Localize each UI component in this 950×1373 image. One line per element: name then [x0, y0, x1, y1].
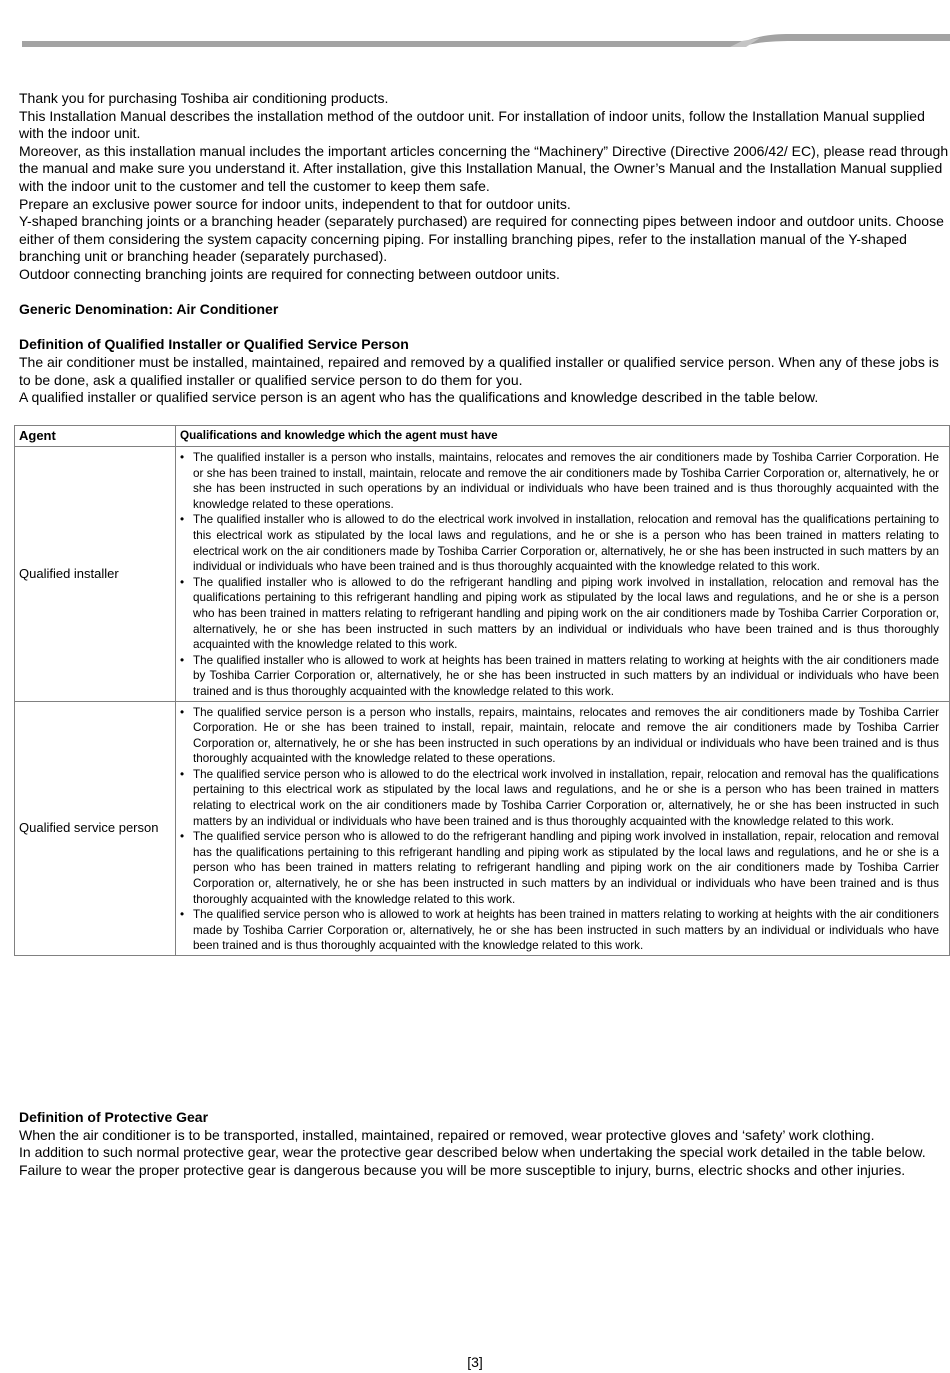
qualifications-column-header: Qualifications and knowledge which the agent must have: [176, 426, 950, 447]
table-header-row: [15, 426, 950, 447]
list-item: • The qualified service person who is allowed to do the electrical work involved in installation, repair, relocation and removal has the qualifications pertaining to this electrical work as stipulated by the local laws and regulations, and he or she is a person who has been trained in matters relating to electrical work on the air conditioners made by Toshiba Carrier Corporation or, alternatively, he or she has been instructed in such matters by an individual or individuals who have been trained and is thus thoroughly acquainted with the knowledge related to this work.: [180, 767, 939, 829]
generic-denomination: Generic Denomination: Air Conditioner: [19, 301, 279, 318]
list-item: • The qualified service person who is allowed to work at heights has been trained in matters relating to working at heights with the air conditioners made by Toshiba Carrier Corporation or, alternatively, he or she has been instructed in such matters by an individual or individuals who have been trained and is thus thoroughly acquainted with the knowledge related to this work.: [180, 907, 939, 954]
intro-paragraph: Moreover, as this installation manual includes the important articles concerning the “Machinery” Directive (Directive 2006/42/ EC), please read through the manual and make sure you understand it. After installation, give this Installation Manual, the Owner’s Manual and the Installation Manual supplied with the indoor unit to the customer and tell the customer to keep them safe.: [19, 142, 949, 194]
header-bar-main: [22, 41, 742, 47]
intro-paragraph: Thank you for purchasing Toshiba air conditioning products.: [19, 90, 389, 106]
qualifications-cell: [176, 701, 950, 956]
intro-paragraph: Outdoor connecting branching joints are required for connecting between outdoor units.: [19, 265, 560, 282]
protective-gear-paragraph: Failure to wear the proper protective gear is dangerous because you will be more susceptible to injury, burns, electric shocks and other injuries.: [19, 1161, 906, 1178]
header-bar: [0, 0, 950, 56]
qualified-paragraph: The air conditioner must be installed, maintained, repaired and removed by a qualified installer or qualified service person. When any of these jobs is to be done, ask a qualified installer or qualified service person to do them for you.: [19, 353, 939, 388]
list-item: • The qualified installer who is allowed to do the refrigerant handling and piping work involved in installation, relocation and removal has the qualifications pertaining to this refrigerant handling and piping work as stipulated by the local laws and regulations, and he or she is a person who has been trained in matters relating to refrigerant handling and piping work on the air conditioners made by Toshiba Carrier Corporation or, alternatively, he or she has been instructed in such matters by an individual or individuals who have been trained and is thus thoroughly acquainted with the knowledge related to this work.: [180, 575, 939, 653]
list-item: • The qualified installer who is allowed to do the electrical work involved in installation, relocation and removal has the qualifications pertaining to this electrical work as stipulated by the local laws and regulations, and he or she is a person who has been trained in matters relating to electrical work on the air conditioners made by Toshiba Carrier Corporation or, alternatively, he or she has been instructed in such matters by an individual or individuals who have been trained and is thus thoroughly acquainted with the knowledge related to this work.: [180, 512, 939, 574]
qualifications-table: [14, 425, 950, 956]
protective-gear-paragraph: When the air conditioner is to be transported, installed, maintained, repaired or removed, wear protective gloves and ‘safety’ work clothing.: [19, 1126, 875, 1143]
agent-cell: Qualified service person: [15, 701, 176, 956]
table-row: [15, 701, 950, 956]
intro-section: [19, 90, 949, 407]
qualifications-list: [176, 447, 949, 701]
intro-paragraph: This Installation Manual describes the installation method of the outdoor unit. For installation of indoor units, follow the Installation Manual supplied with the indoor unit.: [19, 107, 925, 142]
protective-gear-heading: Definition of Protective Gear: [19, 1109, 209, 1125]
agent-column-header: Agent: [15, 426, 176, 447]
qualifications-cell: [176, 447, 950, 702]
list-item: • The qualified installer is a person who installs, maintains, relocates and removes the air conditioners made by Toshiba Carrier Corporation. He or she has been trained to install, maintain, relocate and remove the air conditioners made by Toshiba Carrier Corporation or, alternatively, he or she has been instructed in such operations by an individual or individuals who have been trained and is thus thoroughly acquainted with the knowledge related to these operations.: [180, 450, 939, 512]
qualified-heading: Definition of Qualified Installer or Qualified Service Person: [19, 336, 409, 353]
list-item: • The qualified service person who is allowed to do the refrigerant handling and piping work involved in installation, repair, relocation and removal has the qualifications pertaining to this refrigerant handling and piping work as stipulated by the local laws and regulations, and he or she is a person who has been trained in matters relating to refrigerant handling and piping work on the air conditioners made by Toshiba Carrier Corporation or, alternatively, he or she has been instructed in such matters by an individual or individuals who have been trained and is thus thoroughly acquainted with the knowledge related to this work.: [180, 829, 939, 907]
protective-gear-paragraph: In addition to such normal protective gear, wear the protective gear described below when undertaking the special work detailed in the table below.: [19, 1144, 926, 1161]
list-item: • The qualified service person is a person who installs, repairs, maintains, relocates and removes the air conditioners made by Toshiba Carrier Corporation. He or she has been trained to install, repair, maintain, relocate and remove the air conditioners made by Toshiba Carrier Corporation or, alternatively, he or she has been instructed in such operations by an individual or individuals who have been trained and is thus thoroughly acquainted with the knowledge related to these operations.: [180, 705, 939, 767]
qualified-paragraph: A qualified installer or qualified service person is an agent who has the qualifications and knowledge described in the table below.: [19, 389, 819, 406]
table-row: [15, 447, 950, 702]
page-number: [3]: [467, 1354, 483, 1370]
list-item: • The qualified installer who is allowed to work at heights has been trained in matters relating to working at heights with the air conditioners made by Toshiba Carrier Corporation or, alternatively, he or she has been instructed in such matters by an individual or individuals who have been trained and is thus thoroughly acquainted with the knowledge related to this work.: [180, 653, 939, 700]
intro-paragraph: Prepare an exclusive power source for indoor units, independent to that for outdoor units.: [19, 195, 571, 212]
intro-paragraph: Y-shaped branching joints or a branching header (separately purchased) are required for connecting pipes between indoor and outdoor units. Choose either of them considering the system capacity concerning piping. For installing branching pipes, refer to the installation manual of the Y-shaped branching unit or branching header (separately purchased).: [19, 213, 944, 265]
agent-cell: Qualified installer: [15, 447, 176, 702]
qualifications-list: [176, 702, 949, 956]
header-bar-swoosh: [735, 34, 950, 47]
protective-gear-section: [19, 1109, 949, 1179]
